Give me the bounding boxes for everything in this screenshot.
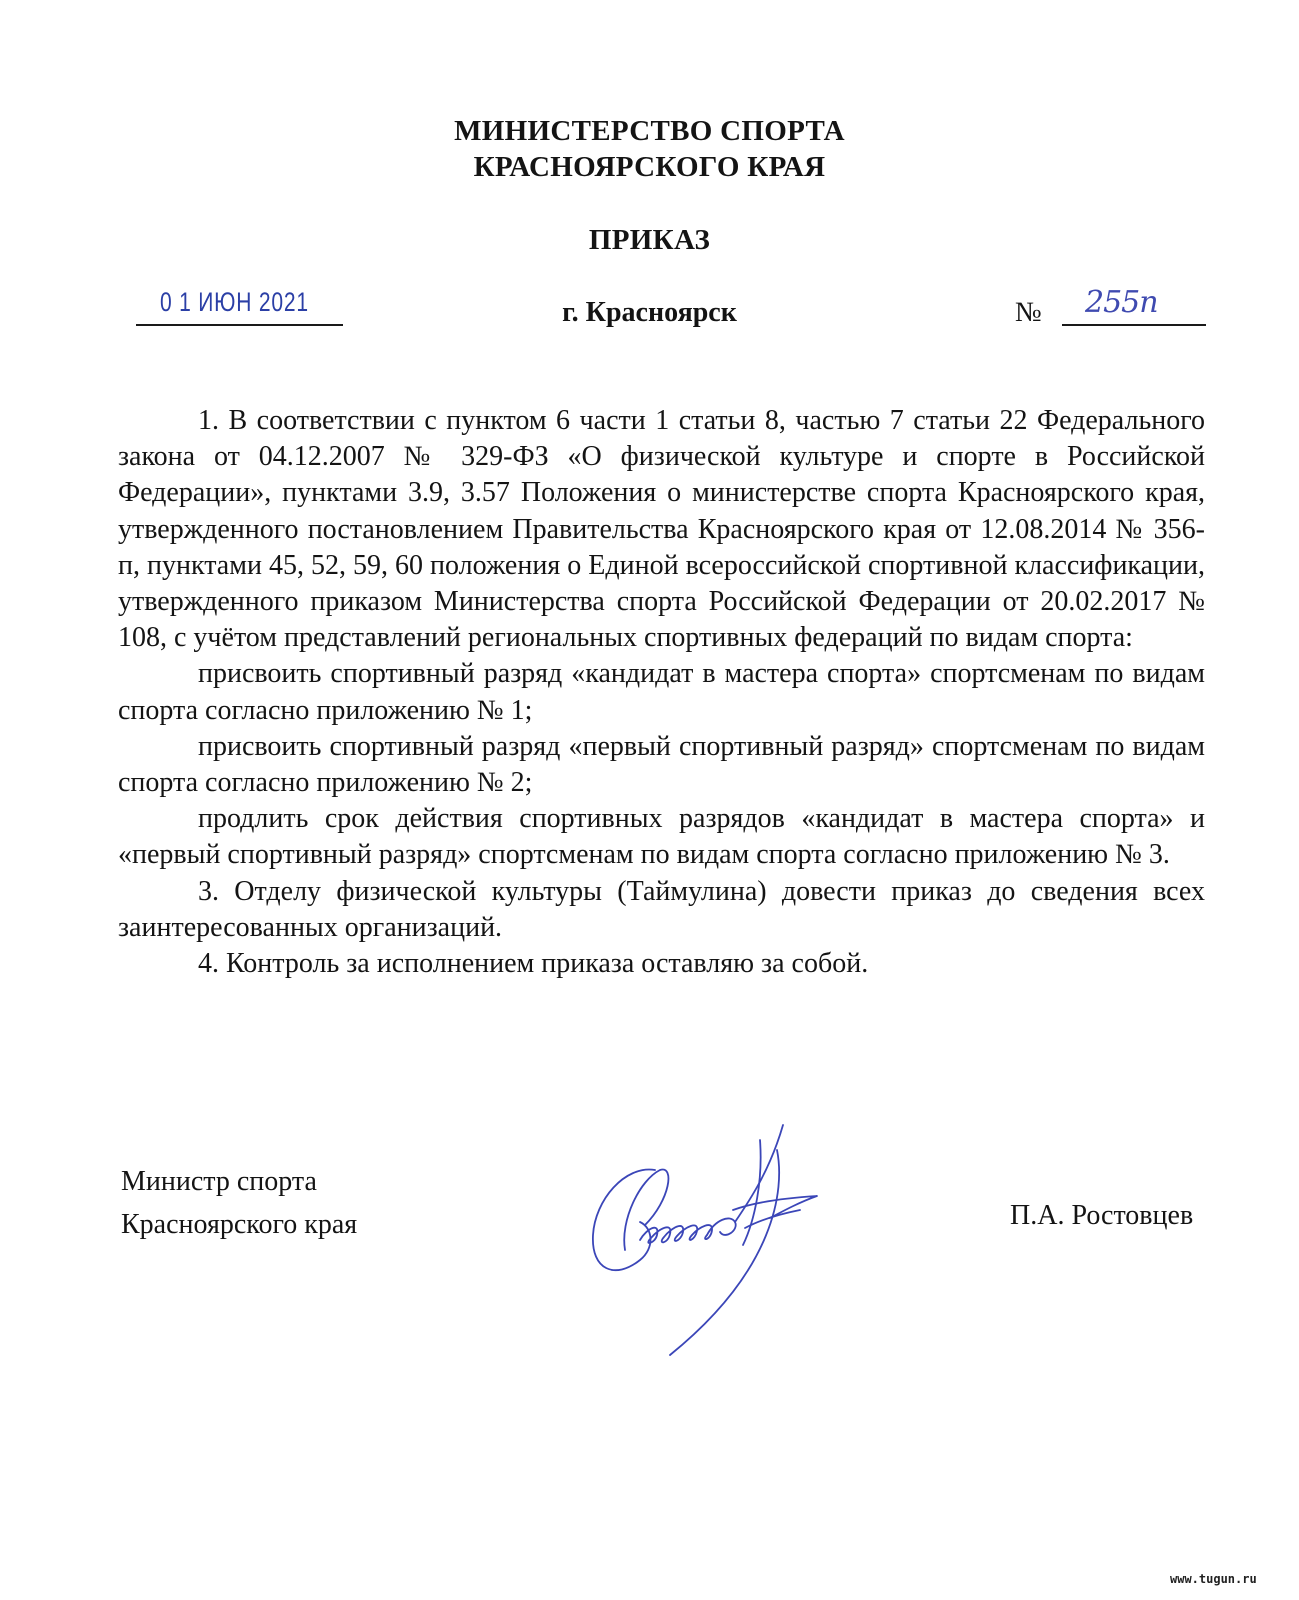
paragraph-1: 1. В соответствии с пунктом 6 части 1 статьи 8, частью 7 статьи 22 Федерального закона от 04.12.2007 № 329-ФЗ «О физической культуре и спорте в Российской Федерации», пунктами 3.9, 3.57 Положения о министерстве спорта Красноярского края, утвержденного постановлением Правительства Красноярского края от 12.08.2014 № 356-п, пунктами 45, 52, 59, 60 положения о Единой всероссийской спортивной классификации, утвержденного приказом Министерства спорта Российской Федерации от 20.02.2017 № 108, с учётом представлений региональных спортивных федераций по видам спорта: [118,405,1205,654]
signatory-title [121,1160,357,1246]
number-sign: № [1015,297,1042,328]
paragraph-assign-first-rank: присвоить спортивный разряд «первый спортивный разряд» спортсменам по видам спорта согласно приложению № 2; [118,730,1205,799]
paragraph-4: 4. Контроль за исполнением приказа оставляю за собой. [198,948,869,980]
signatory-title-line2: Красноярского края [121,1209,358,1240]
order-body [118,403,1205,982]
signatory-name: П.А. Ростовцев [1010,1200,1194,1231]
watermark: www.tugun.ru [1170,1572,1257,1586]
date-stamp: 0 1 ИЮН 2021 [160,287,309,317]
number-underline [1062,324,1206,326]
document-type-title: ПРИКАЗ [588,224,711,256]
signatory-title-line1: Министр спорта [121,1166,317,1197]
paragraph-extend-ranks: продлить срок действия спортивных разрядов «кандидат в мастера спорта» и «первый спортивный разряд» спортсменам по видам спорта согласно приложению № 3. [118,803,1205,871]
ministry-name-line2: КРАСНОЯРСКОГО КРАЯ [473,151,826,183]
paragraph-3: 3. Отделу физической культуры (Таймулина) довести приказ до сведения всех заинтересованных организаций. [118,875,1205,943]
order-number: 255п [1085,285,1158,320]
ministry-name-line1: МИНИСТЕРСТВО СПОРТА [454,115,845,147]
city-label: г. Красноярск [562,297,737,328]
handwritten-signature [585,1110,865,1370]
paragraph-assign-kms: присвоить спортивный разряд «кандидат в мастера спорта» спортсменам по видам спорта согласно приложению № 1; [118,658,1205,726]
